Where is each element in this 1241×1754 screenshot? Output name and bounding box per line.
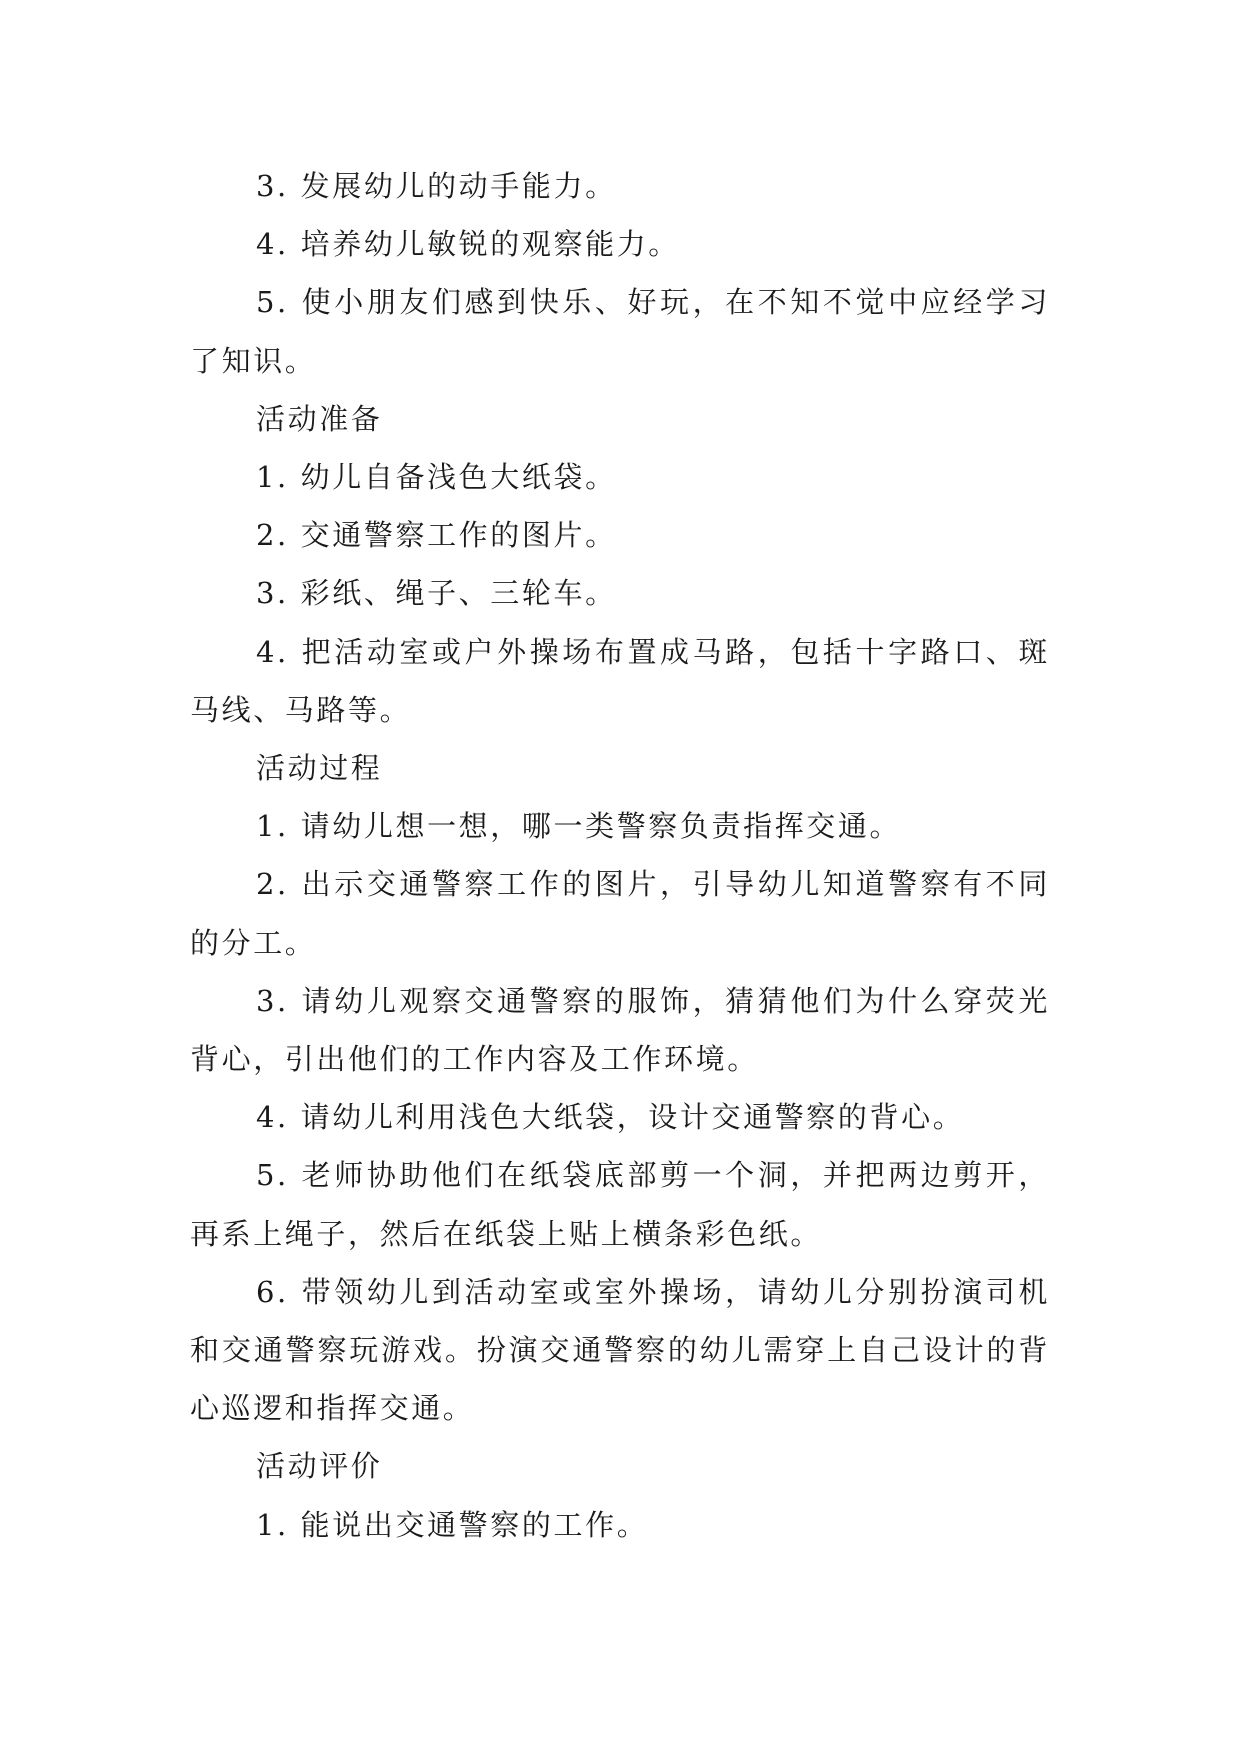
goal-item-4: 4. 培养幼儿敏锐的观察能力。 [256,227,680,262]
preparation-item-4: 4. 把活动室或户外操场布置成马路，包括十字路口、斑马线、马路等。 [190,634,1050,727]
preparation-item-3: 3. 彩纸、绳子、三轮车。 [256,576,617,611]
section-heading-process: 活动过程 [256,751,383,786]
process-item-3: 3. 请幼儿观察交通警察的服饰，猜猜他们为什么穿荧光背心，引出他们的工作内容及工作环境。 [190,983,1050,1077]
process-item-6: 6. 带领幼儿到活动室或室外操场，请幼儿分别扮演司机和交通警察玩游戏。扮演交通警察的幼儿需穿上自己设计的背心巡逻和指挥交通。 [190,1274,1050,1426]
section-heading-evaluation: 活动评价 [256,1449,383,1484]
goal-item-5: 5. 使小朋友们感到快乐、好玩，在不知不觉中应经学习了知识。 [190,285,1050,378]
process-item-5: 5. 老师协助他们在纸袋底部剪一个洞，并把两边剪开，再系上绳子，然后在纸袋上贴上横条彩色纸。 [190,1158,1050,1251]
process-item-2: 2. 出示交通警察工作的图片，引导幼儿知道警察有不同的分工。 [190,867,1050,960]
document-body [190,157,1050,1554]
preparation-item-2: 2. 交通警察工作的图片。 [256,518,617,553]
process-item-1: 1. 请幼儿想一想，哪一类警察负责指挥交通。 [256,809,902,844]
preparation-item-1: 1. 幼儿自备浅色大纸袋。 [256,460,617,495]
section-heading-preparation: 活动准备 [256,401,383,436]
process-item-4: 4. 请幼儿利用浅色大纸袋，设计交通警察的背心。 [256,1100,965,1135]
evaluation-item-1: 1. 能说出交通警察的工作。 [256,1507,649,1542]
goal-item-3: 3. 发展幼儿的动手能力。 [256,169,617,203]
